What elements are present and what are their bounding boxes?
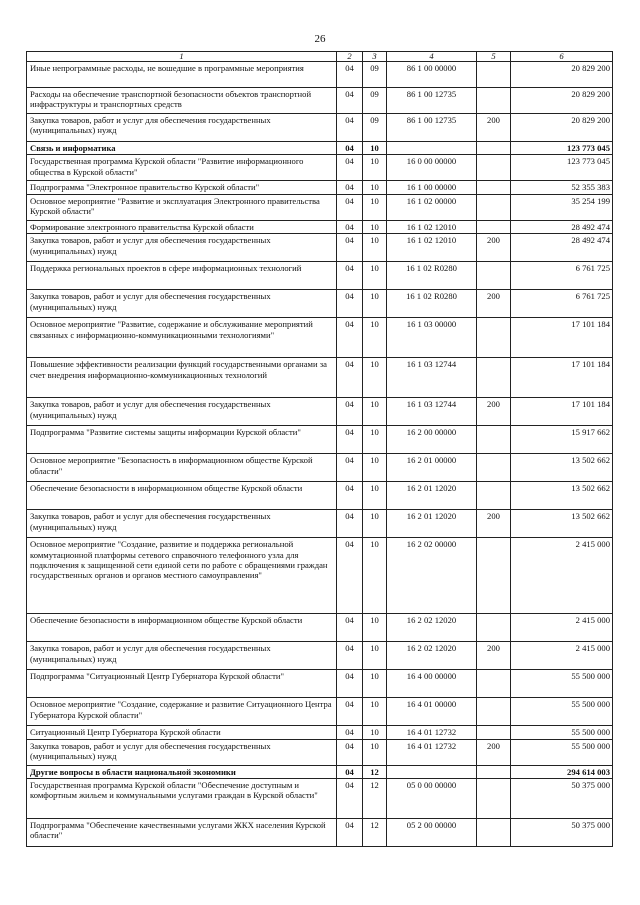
row-target-article-cell: 16 2 00 00000 — [387, 426, 477, 454]
row-section-cell: 04 — [337, 234, 363, 262]
row-amount-cell: 6 761 725 — [511, 262, 613, 290]
row-subsection-cell: 10 — [363, 642, 387, 670]
row-subsection-cell: 10 — [363, 670, 387, 698]
row-section-cell: 04 — [337, 290, 363, 318]
row-target-article-cell: 86 1 00 12735 — [387, 88, 477, 114]
row-section-cell: 04 — [337, 318, 363, 358]
row-section-cell: 04 — [337, 194, 363, 220]
table-header-row — [27, 52, 613, 62]
row-section-cell: 04 — [337, 262, 363, 290]
row-name-cell: Подпрограмма "Развитие системы защиты информации Курской области" — [27, 426, 337, 454]
row-subsection-cell: 10 — [363, 454, 387, 482]
row-section-cell: 04 — [337, 510, 363, 538]
row-target-article-cell: 16 1 03 12744 — [387, 398, 477, 426]
row-amount-cell: 17 101 184 — [511, 398, 613, 426]
row-name-cell: Государственная программа Курской области "Обеспечение доступным и комфортным жильем и коммунальными услугами граждан в Курской области" — [27, 779, 337, 819]
row-target-article-cell: 05 2 00 00000 — [387, 819, 477, 847]
row-section-cell: 04 — [337, 482, 363, 510]
row-amount-cell: 17 101 184 — [511, 318, 613, 358]
row-target-article-cell: 16 1 02 R0280 — [387, 262, 477, 290]
row-section-cell: 04 — [337, 181, 363, 194]
table-row — [27, 181, 613, 194]
table-row — [27, 155, 613, 181]
row-subsection-cell: 10 — [363, 698, 387, 726]
row-target-article-cell: 05 0 00 00000 — [387, 779, 477, 819]
budget-table — [26, 51, 613, 847]
row-expense-type-cell — [477, 482, 511, 510]
row-amount-cell: 28 492 474 — [511, 220, 613, 233]
row-subsection-cell: 09 — [363, 88, 387, 114]
table-row — [27, 358, 613, 398]
row-expense-type-cell — [477, 614, 511, 642]
row-expense-type-cell — [477, 426, 511, 454]
row-target-article-cell: 16 2 01 12020 — [387, 510, 477, 538]
row-subsection-cell: 10 — [363, 181, 387, 194]
table-row — [27, 88, 613, 114]
row-target-article-cell: 16 2 02 12020 — [387, 614, 477, 642]
row-subsection-cell: 10 — [363, 318, 387, 358]
row-name-cell: Расходы на обеспечение транспортной безопасности объектов транспортной инфраструктуры и транспортных средств — [27, 88, 337, 114]
row-section-cell: 04 — [337, 114, 363, 142]
row-subsection-cell: 10 — [363, 426, 387, 454]
table-row — [27, 290, 613, 318]
row-section-cell: 04 — [337, 765, 363, 778]
row-name-cell: Закупка товаров, работ и услуг для обеспечения государственных (муниципальных) нужд — [27, 114, 337, 142]
row-name-cell: Ситуационный Центр Губернатора Курской области — [27, 726, 337, 739]
row-section-cell: 04 — [337, 642, 363, 670]
table-row — [27, 739, 613, 765]
table-row — [27, 262, 613, 290]
row-subsection-cell: 10 — [363, 510, 387, 538]
row-subsection-cell: 12 — [363, 819, 387, 847]
row-section-cell: 04 — [337, 358, 363, 398]
row-section-cell: 04 — [337, 779, 363, 819]
row-section-cell: 04 — [337, 819, 363, 847]
row-amount-cell: 13 502 662 — [511, 510, 613, 538]
column-header: 6 — [511, 52, 613, 62]
table-row — [27, 726, 613, 739]
table-row — [27, 194, 613, 220]
row-section-cell: 04 — [337, 454, 363, 482]
row-target-article-cell: 16 2 01 12020 — [387, 482, 477, 510]
row-target-article-cell: 86 1 00 00000 — [387, 62, 477, 88]
table-row — [27, 510, 613, 538]
row-target-article-cell: 16 1 03 12744 — [387, 358, 477, 398]
row-subsection-cell: 09 — [363, 114, 387, 142]
row-name-cell: Обеспечение безопасности в информационном обществе Курской области — [27, 482, 337, 510]
row-name-cell: Другие вопросы в области национальной экономики — [27, 765, 337, 778]
row-amount-cell: 17 101 184 — [511, 358, 613, 398]
row-section-cell: 04 — [337, 698, 363, 726]
row-subsection-cell: 10 — [363, 739, 387, 765]
row-name-cell: Закупка товаров, работ и услуг для обеспечения государственных (муниципальных) нужд — [27, 290, 337, 318]
row-subsection-cell: 09 — [363, 62, 387, 88]
row-name-cell: Основное мероприятие "Создание, развитие и поддержка региональной коммутационной платформы сетевого справочного телефонного узла для подключения к защищенной сети единой сети по работе с обращениями граждан государственных органов и органов местного самоуправления" — [27, 538, 337, 614]
row-expense-type-cell — [477, 779, 511, 819]
row-target-article-cell: 16 4 01 12732 — [387, 739, 477, 765]
table-row — [27, 234, 613, 262]
table-row — [27, 614, 613, 642]
table-row — [27, 318, 613, 358]
row-expense-type-cell — [477, 262, 511, 290]
row-name-cell: Повышение эффективности реализации функций государственными органами за счет внедрения информационно-коммуникационных технологий — [27, 358, 337, 398]
row-subsection-cell: 10 — [363, 726, 387, 739]
row-target-article-cell: 16 1 02 12010 — [387, 220, 477, 233]
row-name-cell: Связь и информатика — [27, 142, 337, 155]
row-subsection-cell: 10 — [363, 142, 387, 155]
row-target-article-cell: 16 1 02 00000 — [387, 194, 477, 220]
row-name-cell: Поддержка региональных проектов в сфере информационных технологий — [27, 262, 337, 290]
row-expense-type-cell — [477, 454, 511, 482]
row-expense-type-cell: 200 — [477, 234, 511, 262]
row-subsection-cell: 10 — [363, 538, 387, 614]
table-row — [27, 398, 613, 426]
row-section-cell: 04 — [337, 398, 363, 426]
row-expense-type-cell: 200 — [477, 642, 511, 670]
row-expense-type-cell: 200 — [477, 290, 511, 318]
row-amount-cell: 2 415 000 — [511, 538, 613, 614]
row-section-cell: 04 — [337, 726, 363, 739]
row-expense-type-cell — [477, 62, 511, 88]
table-row — [27, 426, 613, 454]
table-row — [27, 62, 613, 88]
row-expense-type-cell: 200 — [477, 739, 511, 765]
row-section-cell: 04 — [337, 220, 363, 233]
row-name-cell: Закупка товаров, работ и услуг для обеспечения государственных (муниципальных) нужд — [27, 398, 337, 426]
row-subsection-cell: 10 — [363, 614, 387, 642]
row-name-cell: Формирование электронного правительства Курской области — [27, 220, 337, 233]
row-name-cell: Закупка товаров, работ и услуг для обеспечения государственных (муниципальных) нужд — [27, 510, 337, 538]
row-amount-cell: 13 502 662 — [511, 454, 613, 482]
row-amount-cell: 20 829 200 — [511, 88, 613, 114]
row-name-cell: Подпрограмма "Электронное правительство Курской области" — [27, 181, 337, 194]
table-row — [27, 454, 613, 482]
table-row — [27, 220, 613, 233]
row-target-article-cell — [387, 142, 477, 155]
row-expense-type-cell — [477, 142, 511, 155]
row-target-article-cell: 16 2 02 00000 — [387, 538, 477, 614]
row-subsection-cell: 10 — [363, 194, 387, 220]
table-row — [27, 765, 613, 778]
row-amount-cell: 50 375 000 — [511, 779, 613, 819]
row-amount-cell: 55 500 000 — [511, 739, 613, 765]
row-name-cell: Закупка товаров, работ и услуг для обеспечения государственных (муниципальных) нужд — [27, 234, 337, 262]
row-section-cell: 04 — [337, 142, 363, 155]
row-expense-type-cell — [477, 194, 511, 220]
row-target-article-cell: 16 1 02 R0280 — [387, 290, 477, 318]
row-name-cell: Обеспечение безопасности в информационном обществе Курской области — [27, 614, 337, 642]
row-subsection-cell: 10 — [363, 398, 387, 426]
row-amount-cell: 35 254 199 — [511, 194, 613, 220]
row-expense-type-cell: 200 — [477, 114, 511, 142]
table-row — [27, 670, 613, 698]
column-header: 3 — [363, 52, 387, 62]
row-expense-type-cell — [477, 538, 511, 614]
table-row — [27, 642, 613, 670]
column-header: 1 — [27, 52, 337, 62]
row-name-cell: Основное мероприятие "Развитие и эксплуатация Электронного правительства Курской области" — [27, 194, 337, 220]
row-expense-type-cell: 200 — [477, 510, 511, 538]
row-target-article-cell: 16 2 01 00000 — [387, 454, 477, 482]
row-target-article-cell: 16 4 01 12732 — [387, 726, 477, 739]
row-subsection-cell: 10 — [363, 262, 387, 290]
row-expense-type-cell — [477, 88, 511, 114]
row-target-article-cell: 16 1 02 12010 — [387, 234, 477, 262]
table-row — [27, 482, 613, 510]
row-expense-type-cell — [477, 726, 511, 739]
column-header: 5 — [477, 52, 511, 62]
row-expense-type-cell — [477, 181, 511, 194]
row-amount-cell: 55 500 000 — [511, 698, 613, 726]
row-target-article-cell: 16 4 01 00000 — [387, 698, 477, 726]
page-number: 26 — [314, 33, 326, 45]
row-amount-cell: 2 415 000 — [511, 614, 613, 642]
table-row — [27, 698, 613, 726]
row-amount-cell: 2 415 000 — [511, 642, 613, 670]
column-header: 2 — [337, 52, 363, 62]
row-amount-cell: 20 829 200 — [511, 114, 613, 142]
row-subsection-cell: 10 — [363, 290, 387, 318]
row-name-cell: Основное мероприятие "Создание, содержание и развитие Ситуационного Центра Губернатора Курской области" — [27, 698, 337, 726]
row-expense-type-cell — [477, 670, 511, 698]
row-target-article-cell: 16 1 03 00000 — [387, 318, 477, 358]
column-header: 4 — [387, 52, 477, 62]
row-amount-cell: 50 375 000 — [511, 819, 613, 847]
row-target-article-cell — [387, 765, 477, 778]
row-expense-type-cell — [477, 220, 511, 233]
row-amount-cell: 52 355 383 — [511, 181, 613, 194]
row-name-cell: Подпрограмма "Ситуационный Центр Губернатора Курской области" — [27, 670, 337, 698]
table-row — [27, 538, 613, 614]
row-section-cell: 04 — [337, 538, 363, 614]
row-expense-type-cell — [477, 318, 511, 358]
row-expense-type-cell — [477, 765, 511, 778]
row-subsection-cell: 12 — [363, 779, 387, 819]
table-row — [27, 114, 613, 142]
row-expense-type-cell: 200 — [477, 398, 511, 426]
row-target-article-cell: 16 4 00 00000 — [387, 670, 477, 698]
row-amount-cell: 123 773 045 — [511, 142, 613, 155]
row-amount-cell: 55 500 000 — [511, 670, 613, 698]
row-section-cell: 04 — [337, 739, 363, 765]
row-section-cell: 04 — [337, 670, 363, 698]
row-amount-cell: 28 492 474 — [511, 234, 613, 262]
row-section-cell: 04 — [337, 426, 363, 454]
row-target-article-cell: 86 1 00 12735 — [387, 114, 477, 142]
row-amount-cell: 13 502 662 — [511, 482, 613, 510]
row-subsection-cell: 10 — [363, 155, 387, 181]
row-amount-cell: 6 761 725 — [511, 290, 613, 318]
row-expense-type-cell — [477, 155, 511, 181]
row-target-article-cell: 16 1 00 00000 — [387, 181, 477, 194]
row-amount-cell: 20 829 200 — [511, 62, 613, 88]
row-expense-type-cell — [477, 819, 511, 847]
row-amount-cell: 15 917 662 — [511, 426, 613, 454]
row-amount-cell: 123 773 045 — [511, 155, 613, 181]
row-name-cell: Подпрограмма "Обеспечение качественными услугами ЖКХ населения Курской области" — [27, 819, 337, 847]
row-subsection-cell: 12 — [363, 765, 387, 778]
row-name-cell: Основное мероприятие "Развитие, содержание и обслуживание мероприятий связанных с информационно-коммуникационными технологиями" — [27, 318, 337, 358]
row-amount-cell: 55 500 000 — [511, 726, 613, 739]
row-expense-type-cell — [477, 358, 511, 398]
table-row — [27, 142, 613, 155]
table-row — [27, 819, 613, 847]
row-expense-type-cell — [477, 698, 511, 726]
row-subsection-cell: 10 — [363, 482, 387, 510]
row-section-cell: 04 — [337, 614, 363, 642]
row-section-cell: 04 — [337, 62, 363, 88]
row-target-article-cell: 16 2 02 12020 — [387, 642, 477, 670]
row-name-cell: Основное мероприятие "Безопасность в информационном обществе Курской области" — [27, 454, 337, 482]
row-section-cell: 04 — [337, 155, 363, 181]
table-row — [27, 779, 613, 819]
row-section-cell: 04 — [337, 88, 363, 114]
row-name-cell: Закупка товаров, работ и услуг для обеспечения государственных (муниципальных) нужд — [27, 642, 337, 670]
row-subsection-cell: 10 — [363, 358, 387, 398]
row-subsection-cell: 10 — [363, 234, 387, 262]
row-name-cell: Государственная программа Курской области "Развитие информационного общества в Курской области" — [27, 155, 337, 181]
row-subsection-cell: 10 — [363, 220, 387, 233]
row-amount-cell: 294 614 003 — [511, 765, 613, 778]
row-target-article-cell: 16 0 00 00000 — [387, 155, 477, 181]
row-name-cell: Закупка товаров, работ и услуг для обеспечения государственных (муниципальных) нужд — [27, 739, 337, 765]
row-name-cell: Иные непрограммные расходы, не вошедшие в программные мероприятия — [27, 62, 337, 88]
